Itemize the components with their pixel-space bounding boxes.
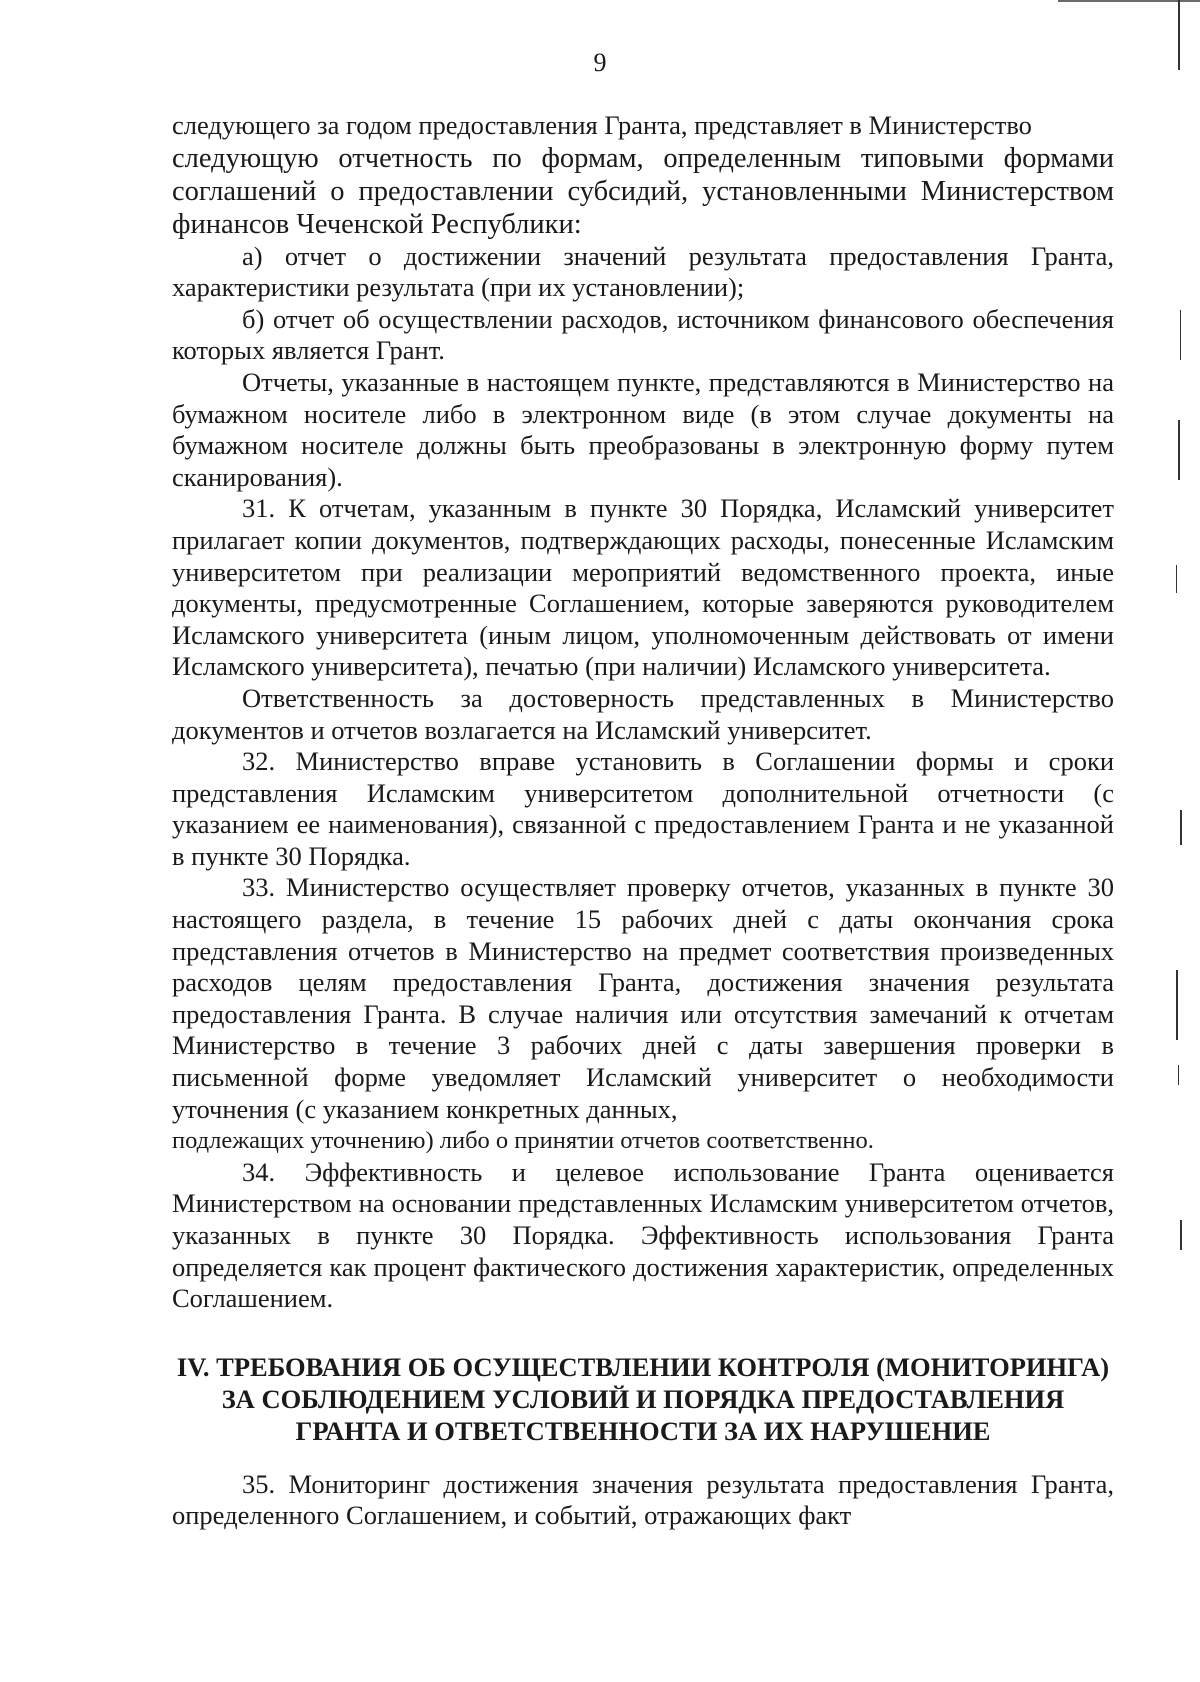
page-number: 9 [593, 48, 607, 77]
paragraph-31: 31. К отчетам, указанным в пункте 30 Порядка, Исламский университет прилагает копии документов, подтверждающих расходы, понесенные Исламским университетом при реализации мероприятий ведомственного проекта, иные документы, предусмотренные Соглашением, которые заверяются руководителем Исламского университета (иным лицом, уполномоченным действовать от имени Исламского университета), печатью (при наличии) Исламского университета. [172, 493, 1114, 682]
paragraph-item-b: б) отчет об осуществлении расходов, источником финансового обеспечения которых является Грант. [172, 303, 1114, 366]
scan-artifact [1176, 970, 1178, 1040]
paragraph-33: 33. Министерство осуществляет проверку отчетов, указанных в пункте 30 настоящего раздела, в течение 15 рабочих дней с даты окончания срока представления отчетов в Министерство на предмет соответствия произведенных расходов целям предоставления Гранта, достижения значения результата предоставления Гранта. В случае наличия или отсутствия замечаний к отчетам Министерство в течение 3 рабочих дней с даты завершения проверки в письменной форме уведомляет Исламский университет о необходимости уточнения (с указанием конкретных данных, [172, 872, 1114, 1124]
paragraph-34: 34. Эффективность и целевое использование Гранта оценивается Министерством на основании представленных Исламским университетом отчетов, указанных в пункте 30 Порядка. Эффективность использования Гранта определяется как процент фактического достижения характеристик, определенных Соглашением. [172, 1156, 1114, 1314]
paragraph-item-a: а) отчет о достижении значений результата предоставления Гранта, характеристики результата (при их установлении); [172, 240, 1114, 303]
paragraph: следующую отчетность по формам, определенным типовыми формами соглашений о предоставлении субсидий, установленными Министерством финансов Чеченской Республики: [172, 142, 1114, 240]
scan-artifact [1178, 0, 1180, 70]
paragraph: Отчеты, указанные в настоящем пункте, представляются в Министерство на бумажном носителе либо в электронном виде (в этом случае документы на бумажном носителе должны быть преобразованы в электронную форму путем сканирования). [172, 366, 1114, 492]
paragraph-35: 35. Мониторинг достижения значения результата предоставления Гранта, определенного Соглашением, и событий, отражающих факт [172, 1468, 1114, 1531]
paragraph-33-end: подлежащих уточнению) либо о принятии отчетов соответственно. [172, 1127, 874, 1155]
paragraph: следующего за годом предоставления Гранта, представляет в Министерство [172, 110, 1032, 140]
paragraph-32: 32. Министерство вправе установить в Соглашении формы и сроки представления Исламским университетом дополнительной отчетности (с указанием ее наименования), связанной с предоставлением Гранта и не указанной в пункте 30 Порядка. [172, 746, 1114, 871]
section-heading [172, 1351, 1114, 1447]
scan-artifact [1176, 565, 1177, 593]
paragraph: Ответственность за достоверность представленных в Министерство документов и отчетов возлагается на Исламский университет. [172, 682, 1114, 745]
scan-artifact [1180, 310, 1181, 360]
scan-artifact [1180, 810, 1182, 845]
heading-line: ГРАНТА И ОТВЕТСТВЕННОСТИ ЗА ИХ НАРУШЕНИЕ [295, 1415, 991, 1446]
heading-line: ЗА СОБЛЮДЕНИЕМ УСЛОВИЙ И ПОРЯДКА ПРЕДОСТАВЛЕНИЯ [221, 1383, 1065, 1414]
scan-artifact [1178, 1065, 1179, 1085]
scan-artifact [1178, 420, 1180, 480]
scan-artifact [1180, 1220, 1182, 1250]
document-body [172, 110, 1114, 1532]
heading-line: IV. ТРЕБОВАНИЯ ОБ ОСУЩЕСТВЛЕНИИ КОНТРОЛЯ (МОНИТОРИНГА) [176, 1351, 1110, 1382]
